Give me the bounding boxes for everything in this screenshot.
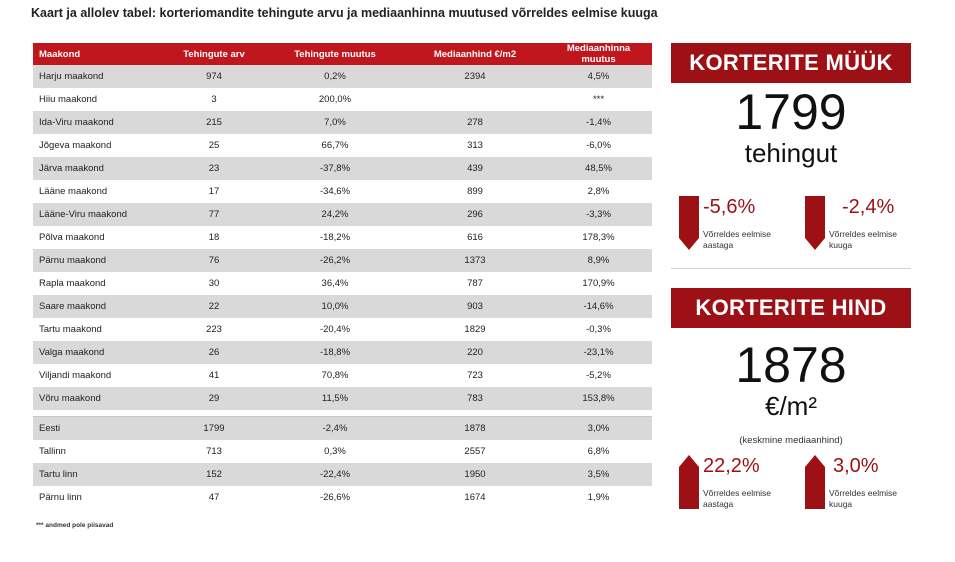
cell-transactions: 47 [208,492,220,503]
price-panel [671,288,911,446]
cell-price-change: -6,0% [586,140,611,151]
cell-median-price [405,88,545,111]
cell-transaction-change: -26,2% [265,249,405,272]
cell-transactions: 17 [208,186,220,197]
cell-transactions: 18 [208,232,220,243]
cell-median-price: 899 [467,186,483,197]
cell-price-change: 4,5% [545,65,652,88]
table-row [33,203,652,226]
cell-transaction-change: -18,8% [265,341,405,364]
price-note: (keskmine mediaanhind) [739,435,843,446]
county-table [33,43,652,509]
price-change-year-pct: 22,2% [703,455,760,477]
cell-transaction-change: -20,4% [319,324,351,335]
arrow-up-icon [678,455,700,510]
cell-transaction-change: 7,0% [265,111,405,134]
cell-median-price: 1674 [464,492,486,503]
cell-median-price: 723 [467,370,483,381]
table-row [33,387,652,410]
cell-median-price: 220 [405,341,545,364]
cell-transactions: 1799 [163,417,265,441]
cell-county: Eesti [33,417,163,441]
cell-price-change: -3,3% [545,203,652,226]
price-change-year [671,455,786,515]
cell-price-change: 6,8% [587,446,610,457]
sales-panel [671,43,911,168]
price-change-month [797,455,912,515]
col-header-median-price: Mediaanhind €/m2 [405,43,545,65]
table-row [33,134,652,157]
cell-county: Tartu linn [33,463,163,486]
cell-transactions: 77 [163,203,265,226]
arrow-down-icon [804,196,826,251]
cell-median-price: 2557 [464,446,486,457]
sales-change-year [671,196,786,256]
col-header-price-change: Mediaanhinna muutus [545,43,652,65]
cell-transactions: 41 [208,370,220,381]
cell-price-change: -0,3% [586,324,611,335]
cell-transaction-change: 0,2% [265,65,405,88]
cell-county: Lääne maakond [39,186,108,197]
sales-banner: KORTERITE MÜÜK [671,43,911,83]
arrow-down-icon [678,196,700,251]
cell-transaction-change: 36,4% [321,278,349,289]
sales-change-month-desc: Võrreldes eelmise kuuga [829,229,898,250]
cell-transaction-change: 0,3% [324,446,346,457]
cell-median-price: 1950 [405,463,545,486]
cell-transactions: 713 [206,446,222,457]
cell-price-change: -14,6% [545,295,652,318]
footnote: *** andmed pole piisavad [36,522,114,529]
cell-median-price: 2394 [405,65,545,88]
cell-county: Valga maakond [33,341,163,364]
cell-county: Hiiu maakond [39,94,98,105]
cell-transactions: 76 [163,249,265,272]
sales-change-month [797,196,912,256]
cell-county: Järva maakond [33,157,163,180]
cell-transactions: 215 [163,111,265,134]
cell-median-price: 313 [467,140,483,151]
table-row [33,486,652,509]
cell-median-price: 296 [405,203,545,226]
cell-transaction-change: 24,2% [265,203,405,226]
table-row [33,295,652,318]
cell-price-change: -23,1% [545,341,652,364]
cell-median-price: 1878 [405,417,545,441]
cell-transactions: 25 [208,140,220,151]
cell-transactions: 30 [208,278,220,289]
cell-county: Viljandi maakond [39,370,112,381]
cell-county: Võru maakond [33,387,163,410]
cell-county: Tartu maakond [39,324,102,335]
cell-transactions: 26 [163,341,265,364]
price-change-year-desc: Võrreldes eelmise aastaga [703,488,772,509]
cell-price-change: 153,8% [545,387,652,410]
cell-county: Saare maakond [33,295,163,318]
cell-transaction-change: -18,2% [319,232,351,243]
table-row [33,157,652,180]
cell-county: Ida-Viru maakond [33,111,163,134]
table-row [33,65,652,88]
table-row [33,111,652,134]
cell-transaction-change: 200,0% [318,94,352,105]
sales-unit: tehingut [744,138,838,168]
cell-median-price: 903 [405,295,545,318]
cell-county: Pärnu maakond [33,249,163,272]
table-row [33,226,652,249]
cell-transaction-change: 11,5% [265,387,405,410]
cell-price-change: 1,9% [587,492,610,503]
cell-price-change: *** [592,94,605,105]
cell-median-price: 787 [467,278,483,289]
price-unit: €/m² [765,391,817,421]
cell-price-change: 2,8% [587,186,610,197]
page-title: Kaart ja allolev tabel: korteriomandite tehingute arvu ja mediaanhinna muutused võrreldes eelmise kuuga [31,6,658,20]
price-banner: KORTERITE HIND [671,288,911,328]
cell-transaction-change: -26,6% [319,492,351,503]
table-row [33,341,652,364]
cell-price-change: 178,3% [582,232,615,243]
cell-transaction-change: -37,8% [265,157,405,180]
panel-divider [671,268,911,269]
table-row [33,180,652,203]
cell-price-change: 3,0% [545,417,652,441]
cell-transaction-change: 66,7% [321,140,349,151]
cell-transactions: 29 [163,387,265,410]
cell-transactions: 974 [163,65,265,88]
cell-county: Harju maakond [33,65,163,88]
cell-transactions: 152 [163,463,265,486]
sales-change-year-pct: -5,6% [703,196,756,218]
cell-price-change: 8,9% [545,249,652,272]
cell-county: Jõgeva maakond [39,140,112,151]
cell-price-change: -5,2% [586,370,611,381]
sales-change-year-desc: Võrreldes eelmise aastaga [703,229,772,250]
col-header-transaction-change: Tehingute muutus [265,43,405,65]
cell-transactions: 22 [163,295,265,318]
sales-change-month-pct: -2,4% [842,196,895,218]
col-header-county: Maakond [33,43,163,65]
price-number: 1878 [735,337,847,393]
cell-median-price: 439 [405,157,545,180]
cell-transactions: 223 [206,324,222,335]
price-change-month-desc: Võrreldes eelmise kuuga [829,488,898,509]
cell-median-price: 278 [405,111,545,134]
table-row [33,318,652,341]
arrow-up-icon [804,455,826,510]
table-row [33,88,652,111]
cell-price-change: 48,5% [545,157,652,180]
cell-county: Lääne-Viru maakond [33,203,163,226]
cell-price-change: 170,9% [582,278,615,289]
cell-price-change: 3,5% [545,463,652,486]
table-header-row [33,43,652,65]
table-row [33,440,652,463]
cell-county: Pärnu linn [39,492,82,503]
cell-transaction-change: -34,6% [319,186,351,197]
cell-county: Tallinn [39,446,66,457]
table-row [33,249,652,272]
cell-transaction-change: -22,4% [265,463,405,486]
cell-transactions: 23 [163,157,265,180]
table-row [33,417,652,441]
cell-transaction-change: 70,8% [321,370,349,381]
cell-price-change: -1,4% [545,111,652,134]
table-row [33,364,652,387]
cell-county: Rapla maakond [39,278,106,289]
cell-median-price: 616 [467,232,483,243]
cell-median-price: 1829 [464,324,486,335]
cell-transaction-change: 10,0% [265,295,405,318]
sales-number: 1799 [735,84,847,140]
price-change-month-pct: 3,0% [833,455,879,477]
table-row [33,272,652,295]
cell-county: Põlva maakond [39,232,105,243]
cell-median-price: 783 [405,387,545,410]
table-row [33,463,652,486]
cell-median-price: 1373 [405,249,545,272]
col-header-transactions: Tehingute arv [163,43,265,65]
cell-transaction-change: -2,4% [265,417,405,441]
cell-transactions: 3 [211,94,217,105]
